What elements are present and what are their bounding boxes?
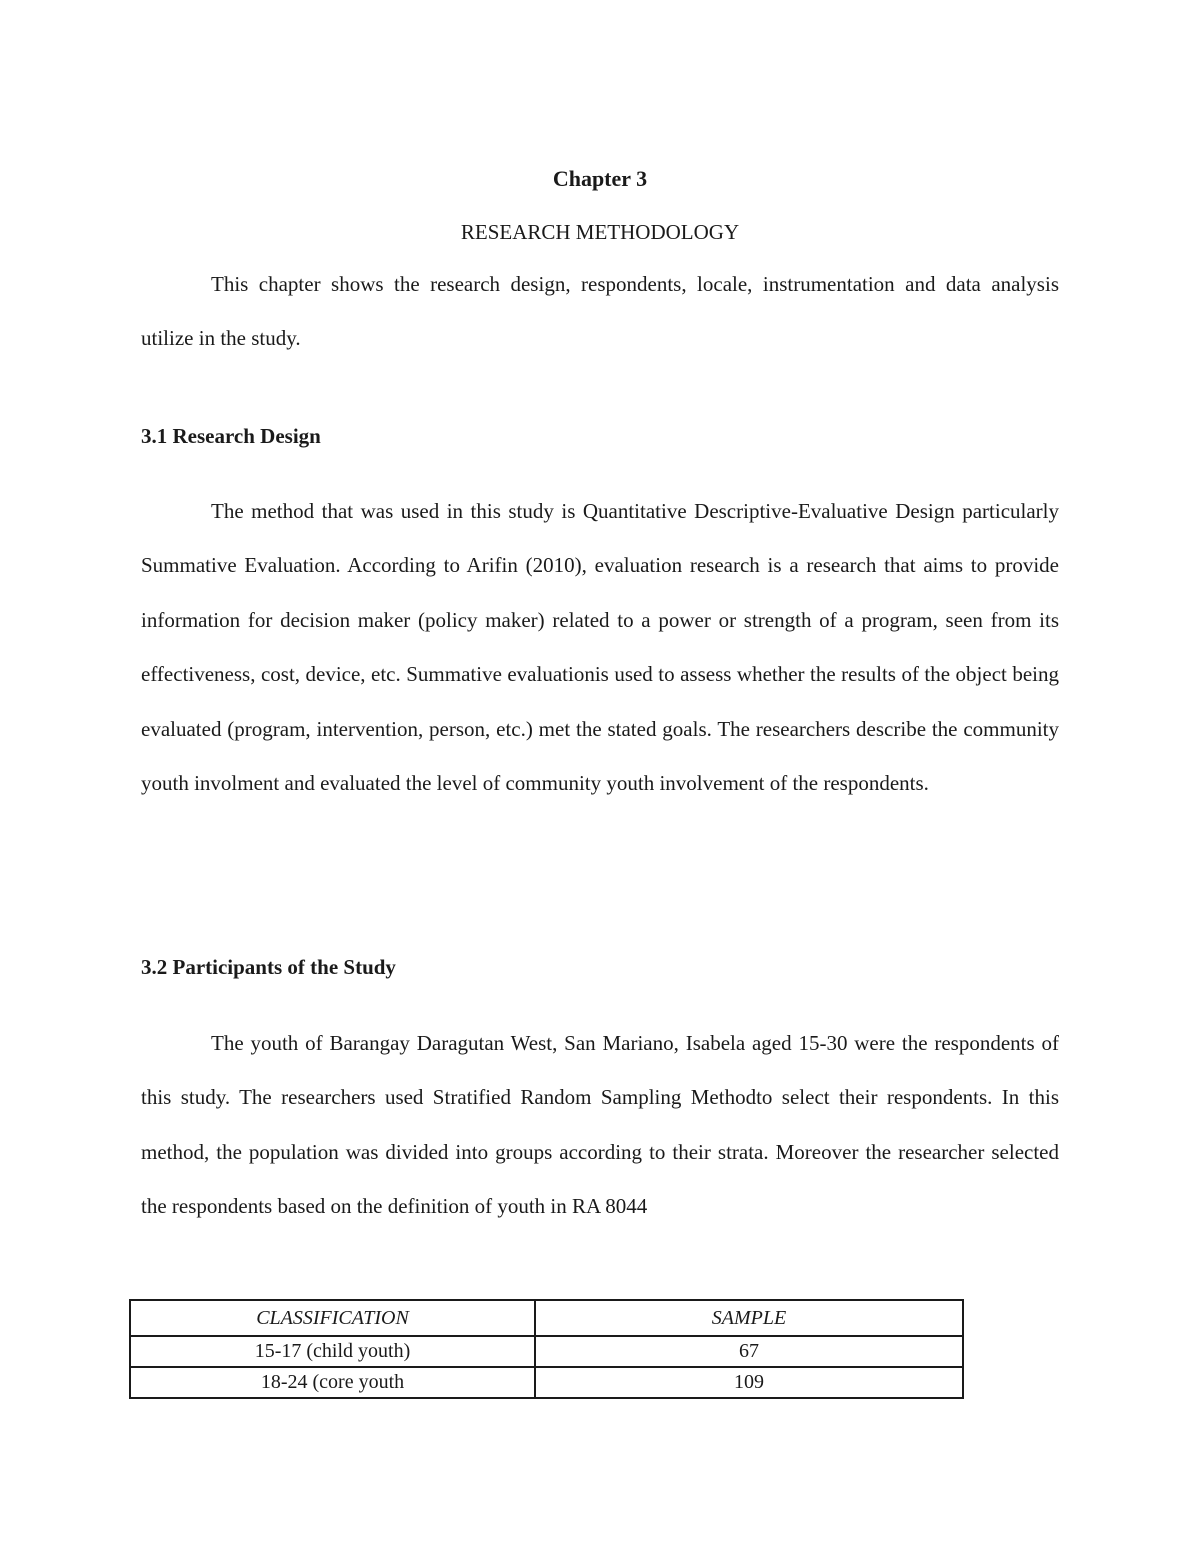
table-cell-sample: 67 — [535, 1336, 963, 1367]
table-cell-sample: 109 — [535, 1367, 963, 1398]
chapter-title: RESEARCH METHODOLOGY — [460, 220, 740, 244]
research-design-paragraph: The method that was used in this study is Quantitative Descriptive-Evaluative Design particularly Summative Evaluation. According to Arifin (2010), evaluation research is a research that aims to provide information for decision maker (policy maker) related to a power or strength of a program, seen from its effectiveness, cost, device, etc. Summative evaluationis used to assess whether the results of the object being evaluated (program, intervention, person, etc.) met the stated goals. The researchers describe the community youth involment and evaluated the level of community youth involvement of the respondents. — [141, 499, 1059, 796]
section-heading-research-design: 3.1 Research Design — [141, 424, 321, 448]
participants-paragraph: The youth of Barangay Daragutan West, San Mariano, Isabela aged 15-30 were the respondents of this study. The researchers used Stratified Random Sampling Methodto select their respondents. In this method, the population was divided into groups according to their strata. Moreover the researcher selected the respondents based on the definition of youth in RA 8044 — [141, 1031, 1059, 1219]
header-classification: CLASSIFICATION — [130, 1300, 535, 1336]
table-cell-classification: 18-24 (core youth — [130, 1367, 535, 1398]
table-header-row — [130, 1300, 963, 1336]
table-row — [130, 1367, 963, 1398]
table-cell-classification: 15-17 (child youth) — [130, 1336, 535, 1367]
chapter-label: Chapter 3 — [552, 166, 648, 191]
intro-paragraph: This chapter shows the research design, respondents, locale, instrumentation and data analysis utilize in the study. — [141, 272, 1059, 351]
sample-table — [129, 1299, 964, 1399]
section-heading-participants: 3.2 Participants of the Study — [141, 955, 396, 979]
table-row — [130, 1336, 963, 1367]
header-sample: SAMPLE — [535, 1300, 963, 1336]
